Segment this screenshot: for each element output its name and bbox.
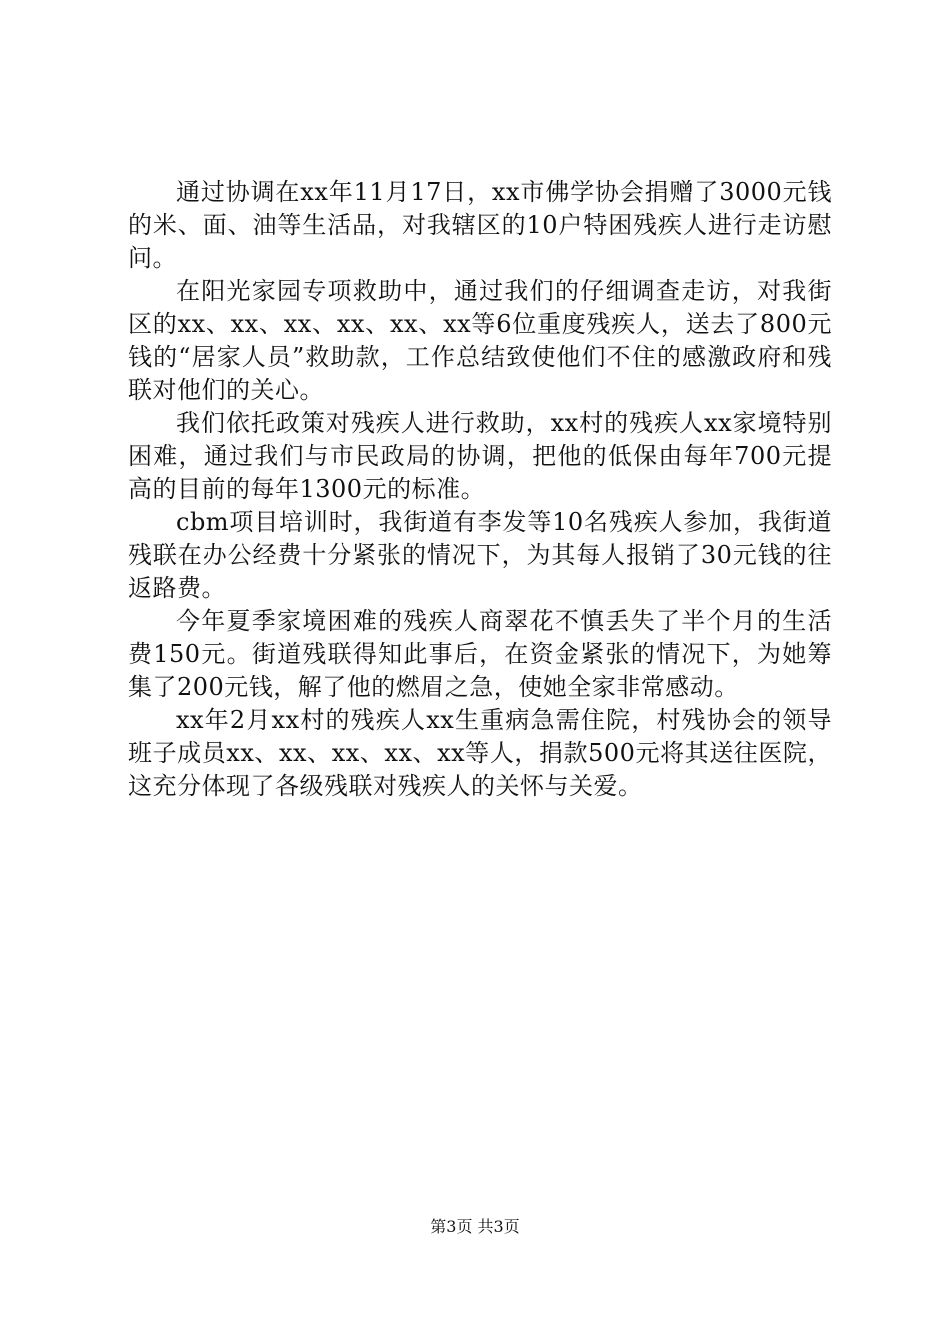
paragraph-4: cbm项目培训时，我街道有李发等10名残疾人参加，我街道残联在办公经费十分紧张的情况下，为其每人报销了30元钱的往返路费。 xyxy=(128,508,832,602)
document-body xyxy=(128,176,832,803)
paragraph-6: xx年2月xx村的残疾人xx生重病急需住院，村残协会的领导班子成员xx、xx、xx、xx、xx等人，捐款500元将其送往医院，这充分体现了各级残联对残疾人的关怀与关爱。 xyxy=(128,706,832,800)
paragraph-3: 我们依托政策对残疾人进行救助，xx村的残疾人xx家境特别困难，通过我们与市民政局的协调，把他的低保由每年700元提高的目前的每年1300元的标准。 xyxy=(128,409,832,503)
paragraph-2: 在阳光家园专项救助中，通过我们的仔细调查走访，对我街区的xx、xx、xx、xx、xx、xx等6位重度残疾人，送去了800元钱的“居家人员”救助款，工作总结致使他们不住的感激政府和残联对他们的关心。 xyxy=(128,277,832,404)
paragraph-5: 今年夏季家境困难的残疾人商翠花不慎丢失了半个月的生活费150元。街道残联得知此事后，在资金紧张的情况下，为她筹集了200元钱，解了他的燃眉之急，使她全家非常感动。 xyxy=(128,607,832,701)
page-footer: 第3页 共3页 xyxy=(430,1217,520,1236)
paragraph-1: 通过协调在xx年11月17日，xx市佛学协会捐赠了3000元钱的米、面、油等生活品，对我辖区的10户特困残疾人进行走访慰问。 xyxy=(128,178,832,272)
